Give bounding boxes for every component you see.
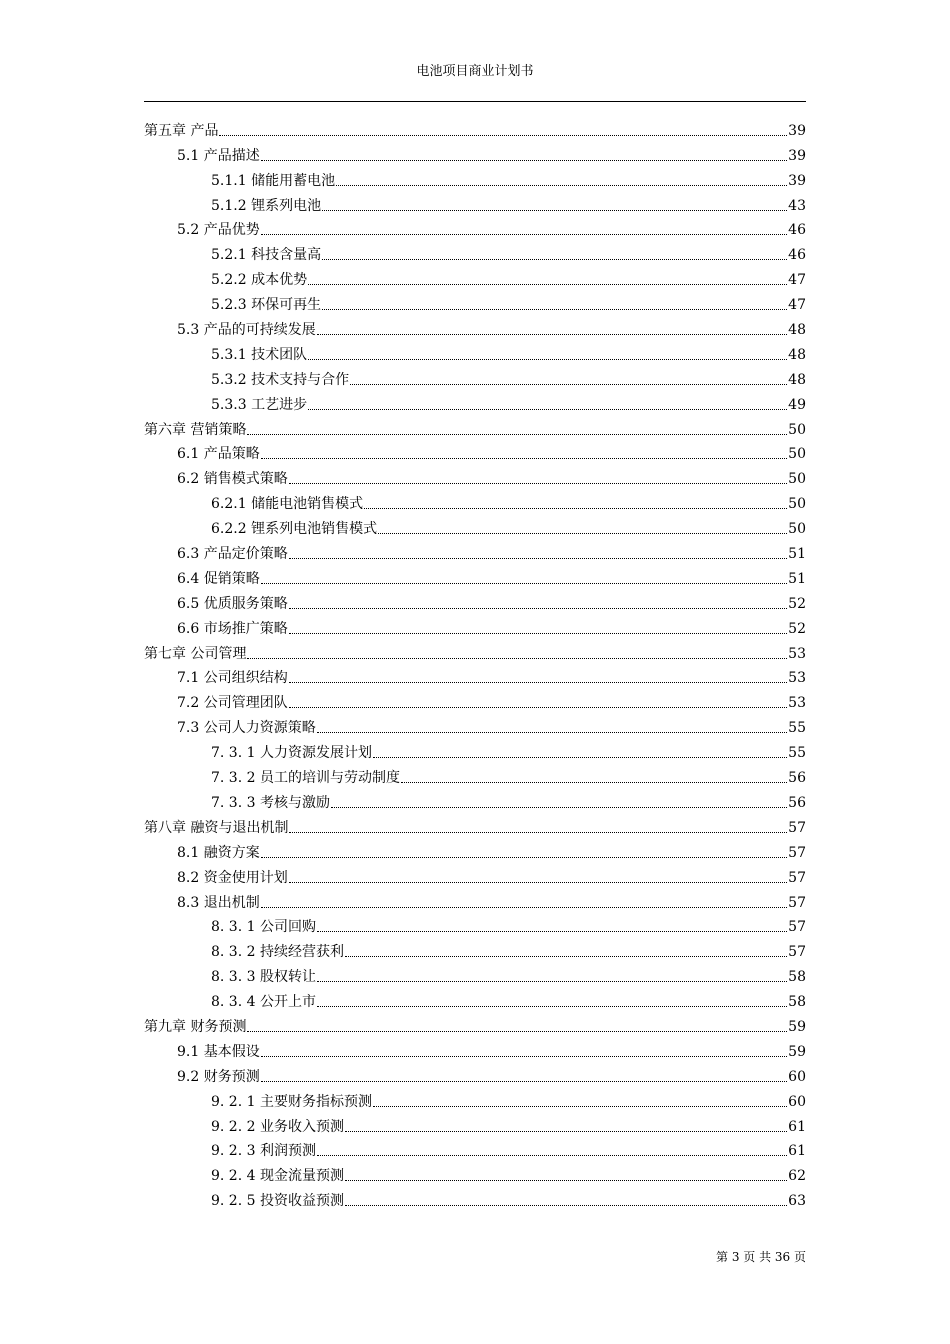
- toc-entry-page-number: 58: [788, 969, 806, 986]
- toc-dot-leader: [317, 1155, 787, 1156]
- toc-entry-page-number: 50: [788, 421, 806, 438]
- toc-entry-page-number: 57: [788, 944, 806, 961]
- toc-entry[interactable]: [144, 514, 806, 539]
- toc-entry[interactable]: [144, 713, 806, 738]
- toc-entry[interactable]: [144, 987, 806, 1012]
- toc-dot-leader: [345, 1131, 787, 1132]
- toc-entry-page-number: 39: [788, 122, 806, 139]
- toc-entry[interactable]: [144, 265, 806, 290]
- toc-entry-label: 第七章 公司管理: [144, 645, 247, 662]
- toc-entry-page-number: 59: [788, 1043, 806, 1060]
- toc-entry-page-number: 48: [788, 346, 806, 363]
- toc-entry-label: 5.1.2 锂系列电池: [211, 197, 322, 214]
- toc-entry-label: 7. 3. 2 员工的培训与劳动制度: [211, 770, 400, 787]
- toc-entry[interactable]: [144, 614, 806, 639]
- toc-entry[interactable]: [144, 464, 806, 489]
- toc-dot-leader: [289, 707, 787, 708]
- toc-entry[interactable]: [144, 166, 806, 191]
- toc-dot-leader: [247, 658, 787, 659]
- toc-dot-leader: [317, 981, 787, 982]
- toc-entry[interactable]: [144, 1161, 806, 1186]
- toc-dot-leader: [345, 1180, 787, 1181]
- toc-entry-label: 8.2 资金使用计划: [177, 869, 288, 886]
- toc-entry-page-number: 48: [788, 322, 806, 339]
- toc-entry-page-number: 49: [788, 396, 806, 413]
- toc-entry[interactable]: [144, 116, 806, 141]
- toc-entry-page-number: 53: [788, 695, 806, 712]
- toc-entry-page-number: 50: [788, 496, 806, 513]
- toc-dot-leader: [308, 284, 787, 285]
- toc-dot-leader: [317, 334, 787, 335]
- toc-entry-label: 9. 2. 3 利润预测: [211, 1143, 316, 1160]
- toc-entry-label: 第五章 产品: [144, 122, 219, 139]
- toc-dot-leader: [364, 508, 787, 509]
- toc-dot-leader: [373, 757, 787, 758]
- toc-entry[interactable]: [144, 1012, 806, 1037]
- toc-entry-page-number: 47: [788, 297, 806, 314]
- toc-entry[interactable]: [144, 838, 806, 863]
- table-of-contents: [144, 116, 806, 1211]
- toc-entry-page-number: 57: [788, 894, 806, 911]
- toc-entry-page-number: 52: [788, 620, 806, 637]
- toc-entry[interactable]: [144, 1087, 806, 1112]
- toc-entry-page-number: 60: [788, 1093, 806, 1110]
- toc-dot-leader: [345, 1205, 787, 1206]
- toc-dot-leader: [289, 558, 787, 559]
- toc-dot-leader: [331, 807, 787, 808]
- toc-dot-leader: [378, 533, 787, 534]
- toc-entry-label: 6.3 产品定价策略: [177, 546, 288, 563]
- toc-entry[interactable]: [144, 240, 806, 265]
- toc-entry[interactable]: [144, 913, 806, 938]
- toc-entry[interactable]: [144, 191, 806, 216]
- toc-entry[interactable]: [144, 315, 806, 340]
- toc-entry-label: 7.1 公司组织结构: [177, 670, 288, 687]
- toc-entry-page-number: 39: [788, 147, 806, 164]
- toc-entry[interactable]: [144, 788, 806, 813]
- toc-entry-page-number: 50: [788, 471, 806, 488]
- toc-entry[interactable]: [144, 365, 806, 390]
- toc-entry[interactable]: [144, 1186, 806, 1211]
- toc-dot-leader: [322, 259, 787, 260]
- toc-entry-label: 9. 2. 5 投资收益预测: [211, 1193, 344, 1210]
- toc-dot-leader: [289, 832, 787, 833]
- toc-entry-label: 6.1 产品策略: [177, 446, 260, 463]
- toc-dot-leader: [261, 1081, 787, 1082]
- toc-dot-leader: [261, 458, 787, 459]
- toc-dot-leader: [261, 160, 787, 161]
- toc-dot-leader: [289, 608, 787, 609]
- toc-entry-label: 8. 3. 4 公开上市: [211, 994, 316, 1011]
- toc-entry[interactable]: [144, 962, 806, 987]
- toc-dot-leader: [322, 309, 787, 310]
- toc-entry-label: 6.6 市场推广策略: [177, 620, 288, 637]
- toc-entry-page-number: 48: [788, 371, 806, 388]
- toc-entry-label: 5.2 产品优势: [177, 222, 260, 239]
- toc-dot-leader: [317, 931, 787, 932]
- toc-entry-page-number: 43: [788, 197, 806, 214]
- toc-dot-leader: [401, 782, 787, 783]
- toc-entry[interactable]: [144, 1062, 806, 1087]
- toc-entry-page-number: 47: [788, 272, 806, 289]
- toc-entry-label: 7. 3. 3 考核与激励: [211, 794, 330, 811]
- toc-entry[interactable]: [144, 1112, 806, 1137]
- toc-dot-leader: [308, 359, 787, 360]
- toc-entry[interactable]: [144, 813, 806, 838]
- toc-dot-leader: [289, 882, 787, 883]
- toc-entry-page-number: 57: [788, 919, 806, 936]
- toc-entry-label: 5.1.1 储能用蓄电池: [211, 172, 336, 189]
- toc-dot-leader: [261, 583, 787, 584]
- toc-entry-page-number: 56: [788, 794, 806, 811]
- toc-entry-label: 8. 3. 1 公司回购: [211, 919, 316, 936]
- toc-entry-label: 第六章 营销策略: [144, 421, 247, 438]
- toc-entry-page-number: 46: [788, 222, 806, 239]
- toc-dot-leader: [308, 409, 787, 410]
- toc-entry-label: 6.2 销售模式策略: [177, 471, 288, 488]
- toc-entry[interactable]: [144, 141, 806, 166]
- toc-entry-page-number: 60: [788, 1068, 806, 1085]
- header-rule: [144, 101, 806, 102]
- toc-entry-page-number: 50: [788, 521, 806, 538]
- toc-entry[interactable]: [144, 489, 806, 514]
- toc-entry-page-number: 50: [788, 446, 806, 463]
- toc-entry-label: 5.3.2 技术支持与合作: [211, 371, 350, 388]
- toc-entry-label: 7.2 公司管理团队: [177, 695, 288, 712]
- toc-entry-label: 8.3 退出机制: [177, 894, 260, 911]
- toc-dot-leader: [261, 234, 787, 235]
- toc-entry-page-number: 53: [788, 645, 806, 662]
- toc-entry-page-number: 55: [788, 745, 806, 762]
- toc-dot-leader: [247, 1031, 787, 1032]
- toc-entry-page-number: 39: [788, 172, 806, 189]
- toc-entry-page-number: 51: [788, 546, 806, 563]
- toc-entry[interactable]: [144, 440, 806, 465]
- toc-entry-label: 6.4 促销策略: [177, 570, 260, 587]
- toc-dot-leader: [322, 210, 787, 211]
- toc-dot-leader: [336, 185, 787, 186]
- toc-entry-page-number: 61: [788, 1143, 806, 1160]
- toc-entry[interactable]: [144, 539, 806, 564]
- toc-entry-label: 9.1 基本假设: [177, 1043, 260, 1060]
- toc-entry-label: 9. 2. 4 现金流量预测: [211, 1168, 344, 1185]
- toc-entry-label: 5.2.1 科技含量高: [211, 247, 322, 264]
- toc-entry-page-number: 57: [788, 819, 806, 836]
- toc-entry-label: 8. 3. 3 股权转让: [211, 969, 316, 986]
- toc-entry-label: 7.3 公司人力资源策略: [177, 720, 316, 737]
- toc-entry-page-number: 61: [788, 1118, 806, 1135]
- toc-entry-page-number: 57: [788, 869, 806, 886]
- toc-entry[interactable]: [144, 664, 806, 689]
- toc-entry-page-number: 51: [788, 570, 806, 587]
- toc-entry-page-number: 52: [788, 595, 806, 612]
- toc-entry-label: 7. 3. 1 人力资源发展计划: [211, 745, 372, 762]
- toc-entry-label: 5.3 产品的可持续发展: [177, 322, 316, 339]
- toc-dot-leader: [373, 1106, 787, 1107]
- toc-dot-leader: [219, 135, 787, 136]
- toc-dot-leader: [317, 732, 787, 733]
- toc-entry[interactable]: [144, 415, 806, 440]
- toc-entry-page-number: 53: [788, 670, 806, 687]
- toc-entry-label: 9. 2. 2 业务收入预测: [211, 1118, 344, 1135]
- toc-entry-page-number: 59: [788, 1018, 806, 1035]
- toc-entry-label: 6.2.1 储能电池销售模式: [211, 496, 364, 513]
- toc-entry[interactable]: [144, 1037, 806, 1062]
- toc-entry-label: 5.2.2 成本优势: [211, 272, 308, 289]
- toc-entry-label: 5.1 产品描述: [177, 147, 260, 164]
- toc-entry[interactable]: [144, 863, 806, 888]
- toc-entry-label: 9. 2. 1 主要财务指标预测: [211, 1093, 372, 1110]
- toc-entry-label: 9.2 财务预测: [177, 1068, 260, 1085]
- toc-dot-leader: [350, 384, 787, 385]
- toc-entry-label: 8.1 融资方案: [177, 844, 260, 861]
- toc-entry-label: 第九章 财务预测: [144, 1018, 247, 1035]
- toc-entry-page-number: 56: [788, 770, 806, 787]
- toc-entry-label: 6.5 优质服务策略: [177, 595, 288, 612]
- toc-entry-page-number: 57: [788, 844, 806, 861]
- toc-dot-leader: [289, 483, 787, 484]
- toc-entry[interactable]: [144, 688, 806, 713]
- toc-entry[interactable]: [144, 1137, 806, 1162]
- toc-dot-leader: [261, 907, 787, 908]
- toc-entry-page-number: 46: [788, 247, 806, 264]
- toc-entry-label: 6.2.2 锂系列电池销售模式: [211, 521, 378, 538]
- toc-dot-leader: [289, 682, 787, 683]
- toc-entry[interactable]: [144, 888, 806, 913]
- toc-entry-page-number: 63: [788, 1193, 806, 1210]
- toc-entry[interactable]: [144, 738, 806, 763]
- toc-entry[interactable]: [144, 340, 806, 365]
- page-header: 电池项目商业计划书: [416, 64, 534, 79]
- toc-entry[interactable]: [144, 589, 806, 614]
- toc-entry-label: 5.2.3 环保可再生: [211, 297, 322, 314]
- page-footer: 第 3 页 共 36 页: [716, 1250, 806, 1264]
- toc-entry[interactable]: [144, 564, 806, 589]
- toc-dot-leader: [317, 1006, 787, 1007]
- toc-entry[interactable]: [144, 290, 806, 315]
- toc-dot-leader: [261, 857, 787, 858]
- toc-entry[interactable]: [144, 639, 806, 664]
- toc-entry-label: 8. 3. 2 持续经营获利: [211, 944, 344, 961]
- toc-entry-label: 5.3.3 工艺进步: [211, 396, 308, 413]
- toc-entry[interactable]: [144, 390, 806, 415]
- toc-entry[interactable]: [144, 937, 806, 962]
- toc-entry-label: 5.3.1 技术团队: [211, 346, 308, 363]
- toc-entry-page-number: 55: [788, 720, 806, 737]
- toc-dot-leader: [289, 633, 787, 634]
- toc-dot-leader: [261, 1056, 787, 1057]
- toc-entry[interactable]: [144, 216, 806, 241]
- toc-entry-page-number: 58: [788, 994, 806, 1011]
- toc-entry-label: 第八章 融资与退出机制: [144, 819, 289, 836]
- toc-entry-page-number: 62: [788, 1168, 806, 1185]
- toc-entry[interactable]: [144, 763, 806, 788]
- toc-dot-leader: [345, 956, 787, 957]
- toc-dot-leader: [247, 434, 787, 435]
